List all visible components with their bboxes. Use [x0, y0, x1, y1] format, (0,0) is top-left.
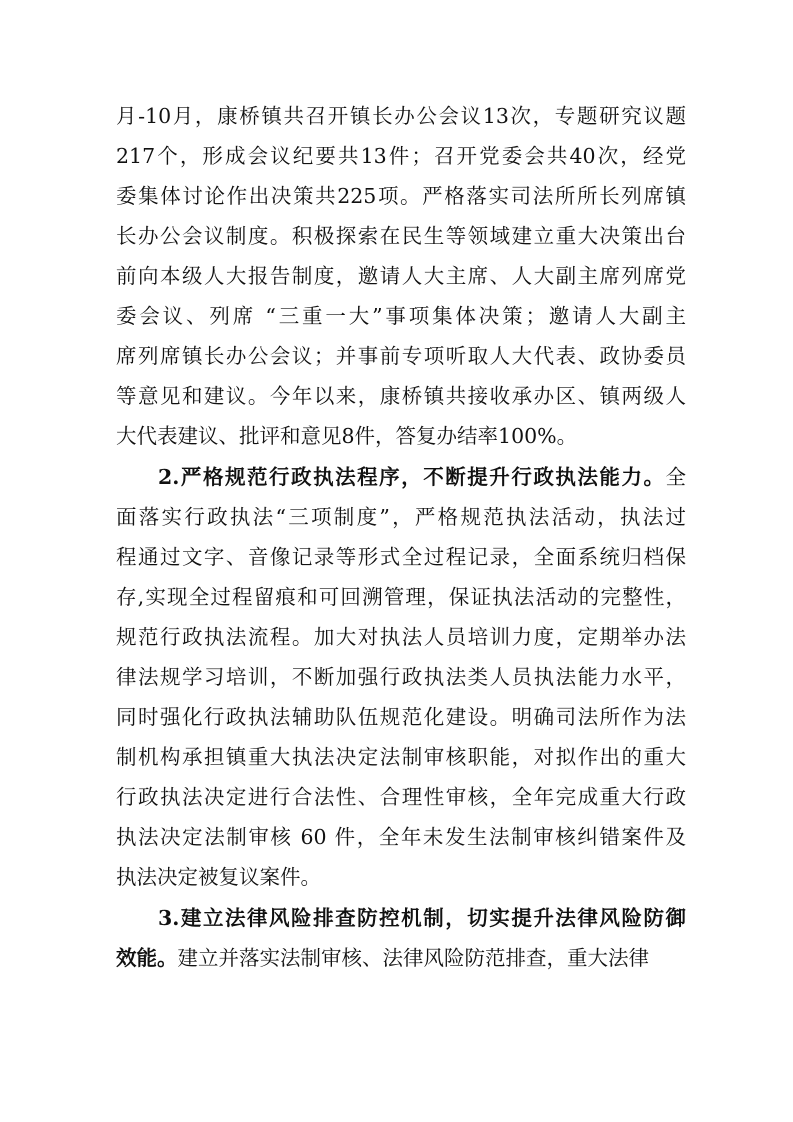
section-2-heading: 2.严格规范行政执法程序，不断提升行政执法能力。 [158, 465, 666, 489]
paragraph-1-line: 前向本级人大报告制度，邀请人大主席、人大副主席列席党 [116, 264, 686, 288]
paragraph-2-line: 同时强化行政执法辅助队伍规范化建设。明确司法所作为法 [116, 705, 686, 729]
paragraph-1-line: 大代表建议、批评和意见8件，答复办结率100%。 [116, 424, 578, 448]
paragraph-1-line: 月-10月，康桥镇共召开镇长办公会议13次，专题研究议题 [116, 104, 686, 128]
section-3-heading-end: 效能。 [116, 946, 178, 970]
paragraph-2-line: 执法决定法制审核 60 件，全年未发生法制审核纠错案件及 [116, 825, 686, 849]
paragraph-2-line: 存,实现全过程留痕和可回溯管理，保证执法活动的完整性， [116, 585, 686, 609]
paragraph-1-line: 席列席镇长办公会议；并事前专项听取人大代表、政协委员 [116, 344, 686, 368]
paragraph-2-line: 制机构承担镇重大执法决定法制审核职能，对拟作出的重大 [116, 745, 686, 769]
paragraph-1-line: 217个，形成会议纪要共13件；召开党委会共40次，经党 [116, 144, 686, 168]
paragraph-1-line: 委集体讨论作出决策共225项。严格落实司法所所长列席镇 [116, 184, 686, 208]
paragraph-3-line-rest: 建立并落实法制审核、法律风险防范排查，重大法律 [177, 946, 649, 970]
paragraph-2-first-line [116, 457, 686, 497]
paragraph-1-line: 长办公会议制度。积极探索在民生等领域建立重大决策出台 [116, 224, 686, 248]
paragraph-2-line: 程通过文字、音像记录等形式全过程记录，全面系统归档保 [116, 545, 686, 569]
paragraph-2-line: 面落实行政执法“三项制度”，严格规范执法活动，执法过 [116, 505, 686, 529]
paragraph-2-line: 规范行政执法流程。加大对执法人员培训力度，定期举办法 [116, 625, 686, 649]
paragraph-2-first-line-rest: 全 [665, 465, 686, 489]
paragraph-2-line: 律法规学习培训，不断加强行政执法类人员执法能力水平， [116, 665, 686, 689]
paragraph-1-line: 委会议、列席 “三重一大”事项集体决策；邀请人大副主 [116, 304, 686, 328]
paragraph-2-line: 执法决定被复议案件。 [116, 865, 321, 889]
paragraph-2-line: 行政执法决定进行合法性、合理性审核，全年完成重大行政 [116, 785, 686, 809]
paragraph-3-second-line [116, 938, 686, 978]
paragraph-1-line: 等意见和建议。今年以来，康桥镇共接收承办区、镇两级人 [116, 384, 686, 408]
section-3-heading: 3.建立法律风险排查防控机制，切实提升法律风险防御 [158, 906, 686, 930]
